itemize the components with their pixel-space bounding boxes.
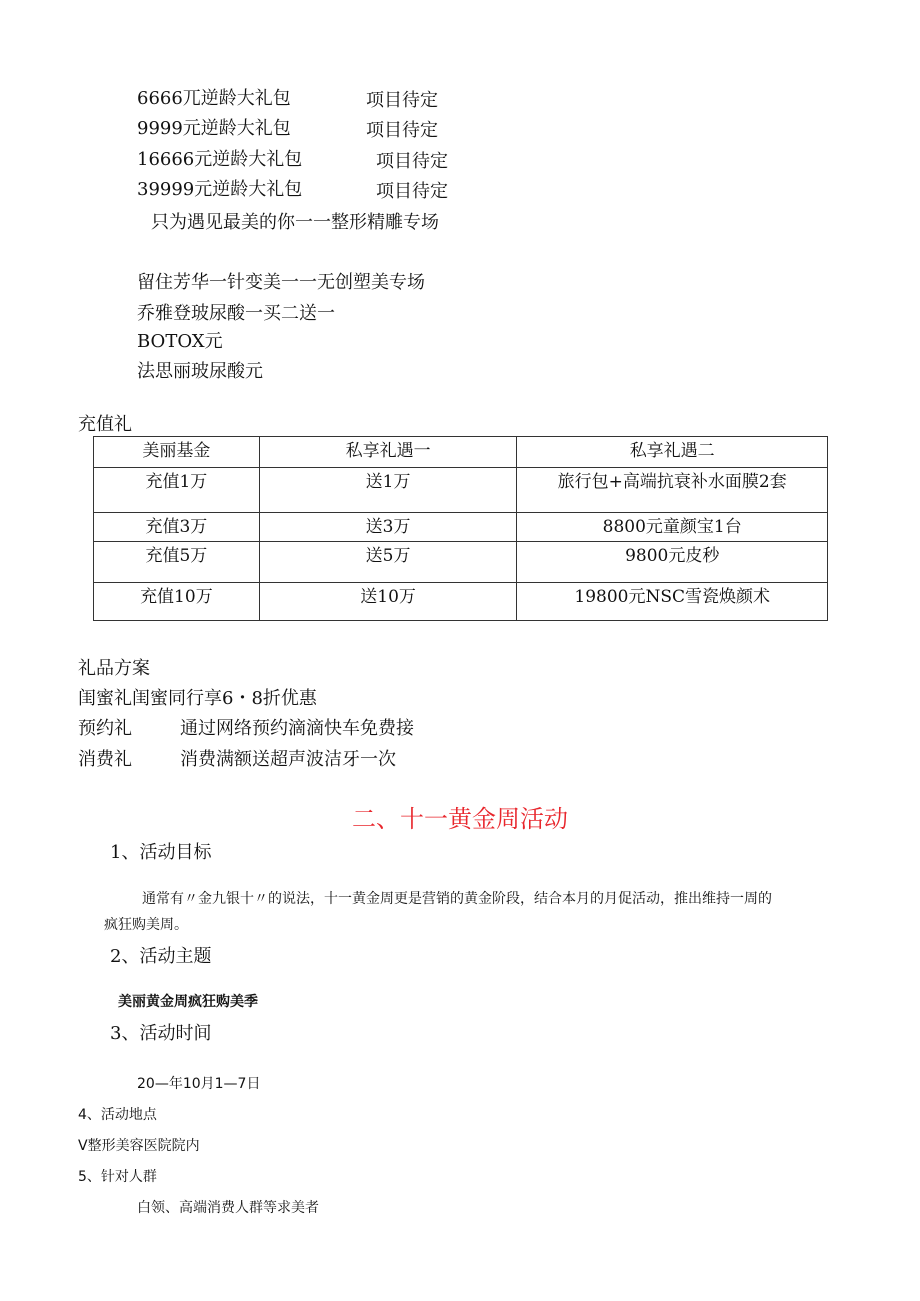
table-cell: 充值10万 [94,583,260,621]
package-status: 项目待定 [376,151,448,172]
theme-text: 美丽黄金周疯狂购美季 [118,994,258,1010]
section-title: 二、十一黄金周活动 [352,805,568,833]
recharge-table [93,436,828,621]
table-header-row [94,437,828,468]
table-cell: 送10万 [259,583,517,621]
table-cell: 送1万 [259,468,517,513]
table-row [94,542,828,583]
table-row [94,513,828,542]
table-row [94,583,828,621]
gift-label: 闺蜜礼 [78,688,132,709]
table-cell: 8800元童颜宝1台 [517,513,828,542]
package-name: 9999元逆龄大礼包 [137,118,291,139]
table-header-cell: 美丽基金 [94,437,260,468]
place-text: V整形美容医院院内 [78,1138,200,1154]
table-cell: 充值3万 [94,513,260,542]
goal-heading: 1、活动目标 [110,842,212,863]
table-header-cell: 私享礼遇一 [259,437,517,468]
table-cell: 充值1万 [94,468,260,513]
plastic-item: 法思丽玻尿酸元 [137,361,263,382]
package-status: 项目待定 [366,120,438,141]
table-cell: 充值5万 [94,542,260,583]
package-name: 6666兀逆龄大礼包 [137,88,291,109]
goal-text: 疯狂购美周。 [104,917,188,933]
package-name: 16666元逆龄大礼包 [137,149,303,170]
plastic-section-title: 留住芳华一针变美一一无创塑美专场 [137,272,425,293]
package-status: 项目待定 [376,181,448,202]
place-heading: 4、活动地点 [78,1107,157,1123]
recharge-title: 充值礼 [78,414,132,435]
table-cell: 送3万 [259,513,517,542]
special-line: 只为遇见最美的你一一整形精雕专场 [151,212,439,233]
goal-text: 通常有〃金九银十〃的说法，十一黄金周更是营销的黄金阶段，结合本月的月促活动，推出维持一周的 [142,891,772,907]
gift-text: 闺蜜同行享6・8折优惠 [132,688,317,709]
table-cell: 旅行包+高端抗衰补水面膜2套 [517,468,828,513]
gifts-title: 礼品方案 [78,658,150,679]
gift-label: 消费礼 [78,749,132,770]
table-cell: 19800元NSC雪瓷焕颜术 [517,583,828,621]
gift-text: 消费满额送超声波洁牙一次 [180,749,396,770]
time-heading: 3、活动时间 [110,1023,212,1044]
package-name: 39999元逆龄大礼包 [137,179,303,200]
plastic-item: 乔雅登玻尿酸一买二送一 [137,303,335,324]
table-cell: 送5万 [259,542,517,583]
time-text: 20—年10月1—7日 [137,1076,261,1092]
gift-label: 预约礼 [78,718,132,739]
gift-text: 通过网络预约滴滴快车免费接 [180,718,414,739]
crowd-text: 白领、高端消费人群等求美者 [137,1200,319,1216]
table-header-cell: 私享礼遇二 [517,437,828,468]
table-cell: 9800元皮秒 [517,542,828,583]
table-row [94,468,828,513]
plastic-item: BOTOX元 [137,331,223,352]
crowd-heading: 5、针对人群 [78,1169,157,1185]
package-status: 项目待定 [366,90,438,111]
theme-heading: 2、活动主题 [110,946,212,967]
